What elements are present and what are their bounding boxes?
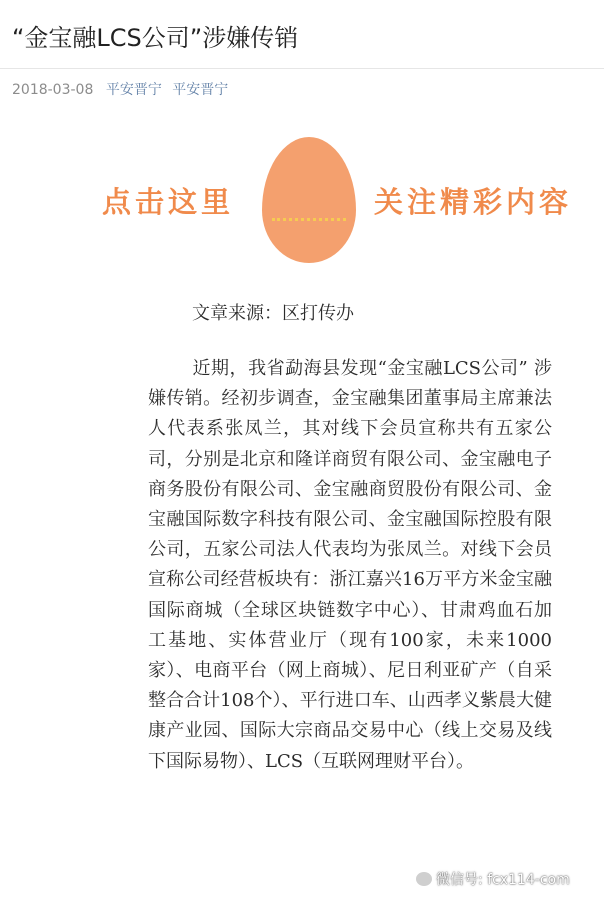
watermark [416, 871, 570, 889]
article-paragraph [148, 354, 552, 777]
article-source: 文章来源：区打传办 [192, 303, 354, 324]
article-body [148, 298, 552, 777]
follow-banner[interactable] [96, 135, 596, 265]
banner-right-text: 关注精彩内容 [374, 185, 573, 219]
article-title: “金宝融LCS公司”涉嫌传销 [12, 24, 299, 52]
watermark-text: 微信号: fcx114-com [436, 872, 570, 888]
wechat-icon [416, 872, 432, 886]
egg-graphic [262, 137, 356, 263]
account-link[interactable]: 平安晋宁 [172, 82, 229, 98]
paragraph-text: 近期，我省勐海县发现“金宝融LCS公司” 涉嫌传销。经初步调查，金宝融集团董事局主席兼法人代表系张凤兰，其对线下会员宣称共有五家公司，分别是北京和隆详商贸有限公司、金宝融电子商务股份有限公司、金宝融商贸股份有限公司、金宝融国际数字科技有限公司、金宝融国际控股有限公司，五家公司法人代表均为张凤兰。对线下会员宣称公司经营板块有：浙江嘉兴16万平方米金宝融国际商城（全球区块链数字中心）、甘肃鸡血石加工基地、实体营业厅（现有100家，未来1000家）、电商平台（网上商城）、尼日利亚矿产（自采整合合计108个）、平行进口车、山西孝义紫晨大健康产业园、国际大宗商品交易中心（线上交易及线下国际易物）、LCS（互联网理财平台）。 [148, 358, 552, 772]
publish-date: 2018-03-08 [12, 82, 94, 98]
article-meta [12, 80, 234, 100]
author-link[interactable]: 平安晋宁 [105, 82, 162, 98]
title-divider [0, 68, 604, 69]
egg-dots-decoration [272, 209, 346, 221]
banner-left-text: 点击这里 [102, 185, 235, 219]
